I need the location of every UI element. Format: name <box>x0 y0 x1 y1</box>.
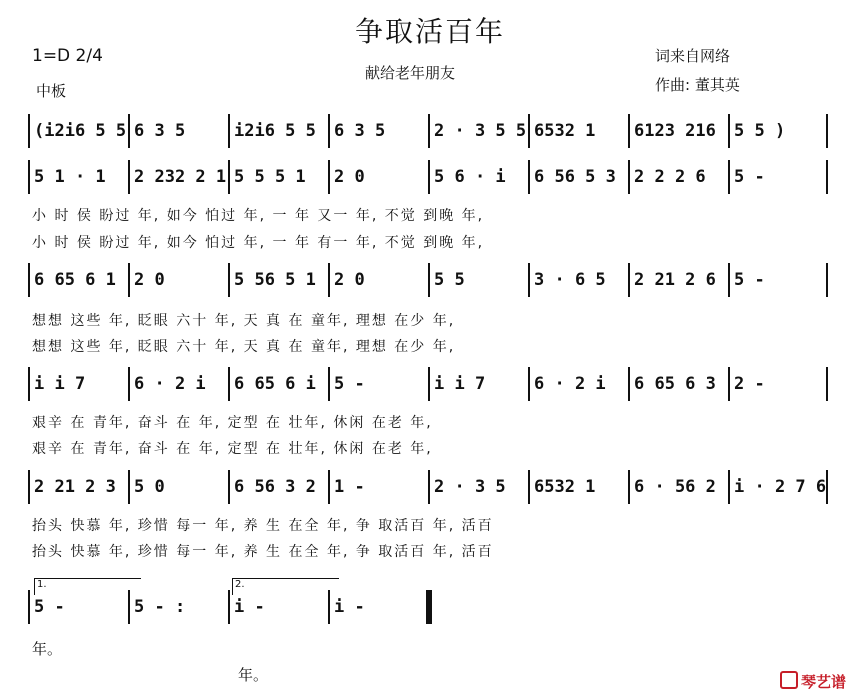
final-barline <box>428 590 432 624</box>
score-measure: (i2i6 5 5 <box>34 121 127 141</box>
score-measure: 6532 1 <box>534 121 596 141</box>
score-measure: 2 - <box>734 374 765 394</box>
key-signature: 1=D 2/4 <box>32 46 103 66</box>
score-measure: i i 7 <box>434 374 486 394</box>
score-row-5 <box>28 472 828 506</box>
brand-mark <box>780 671 846 692</box>
score-measure: 5 1 · 1 <box>34 167 106 187</box>
score-measure: 5 - <box>734 270 765 290</box>
score-measure: 6 3 5 <box>134 121 186 141</box>
ending-row <box>28 592 448 626</box>
score-measure: 6 65 6 i <box>234 374 316 394</box>
ending-measure: i - <box>334 597 365 617</box>
score-measure: 6 · 2 i <box>534 374 606 394</box>
score-barline <box>826 263 828 297</box>
lyrics-verse-2b: 想想 这些 年, 眨眼 六十 年, 天 真 在 童年, 理想 在少 年, <box>32 339 456 355</box>
score-measure: 2 · 3 5 5 <box>434 121 527 141</box>
score-measure: 5 5 5 1 <box>234 167 306 187</box>
score-measure: 2 0 <box>334 270 365 290</box>
score-measure: 5 6 · i <box>434 167 506 187</box>
score-measure: 2 21 2 3 <box>34 477 116 497</box>
score-measure: 6 65 6 3 <box>634 374 716 394</box>
volta-1-label: 1. <box>37 579 47 590</box>
score-measure: 2 21 2 6 <box>634 270 716 290</box>
score-measure: 5 0 <box>134 477 165 497</box>
score-measure: 2 2 2 6 <box>634 167 706 187</box>
score-measure: 6123 216 <box>634 121 716 141</box>
score-measure: 6 56 3 2 <box>234 477 316 497</box>
score-measure: 6 3 5 <box>334 121 386 141</box>
subtitle: 献给老年朋友 <box>365 64 456 82</box>
score-measure: i i 7 <box>34 374 86 394</box>
volta-2-label: 2. <box>235 579 245 590</box>
score-measure: 2 232 2 1 <box>134 167 227 187</box>
lyrics-verse-1a: 小 时 侯 盼过 年, 如今 怕过 年, 一 年 又一 年, 不觉 到晚 年, <box>32 208 485 224</box>
page-title: 争取活百年 <box>354 15 505 48</box>
score-measure: 2 · 3 5 <box>434 477 506 497</box>
lyrics-verse-4b: 抬头 快慕 年, 珍惜 每一 年, 养 生 在全 年, 争 取活百 年, 活百 <box>32 544 494 560</box>
score-measure: 6 · 2 i <box>134 374 206 394</box>
score-barline <box>826 114 828 148</box>
score-measure: 3 · 6 5 <box>534 270 606 290</box>
ending-measure: 5 - : <box>134 597 186 617</box>
score-barline <box>826 470 828 504</box>
score-barline <box>826 367 828 401</box>
score-measure: 5 5 ) <box>734 121 786 141</box>
lyrics-verse-3a: 艰辛 在 青年, 奋斗 在 年, 定型 在 壮年, 休闲 在老 年, <box>32 415 433 431</box>
score-measure: 5 56 5 1 <box>234 270 316 290</box>
score-measure: 5 - <box>734 167 765 187</box>
score-row-2 <box>28 162 828 196</box>
score-measure: i · 2 7 6 <box>734 477 827 497</box>
score-measure: 1 - <box>334 477 365 497</box>
ending-lyric-2: 年。 <box>238 666 269 684</box>
score-row-1 <box>28 116 828 150</box>
brand-logo-icon <box>780 671 798 689</box>
tempo-marking: 中板 <box>36 82 67 100</box>
score-measure: 2 0 <box>134 270 165 290</box>
score-measure: 6 · 56 2 <box>634 477 716 497</box>
brand-name: 琴艺谱 <box>800 673 846 691</box>
lyrics-verse-3b: 艰辛 在 青年, 奋斗 在 年, 定型 在 壮年, 休闲 在老 年, <box>32 441 433 457</box>
score-measure: 6 65 6 1 <box>34 270 116 290</box>
lyricist-credit: 词来自网络 <box>655 47 731 65</box>
score-measure: 6 56 5 3 <box>534 167 616 187</box>
lyrics-verse-2a: 想想 这些 年, 眨眼 六十 年, 天 真 在 童年, 理想 在少 年, <box>32 313 456 329</box>
ending-lyric-1: 年。 <box>32 640 63 658</box>
ending-measure: i - <box>234 597 265 617</box>
score-measure: 5 - <box>334 374 365 394</box>
score-measure: i2i6 5 5 <box>234 121 316 141</box>
composer-credit: 作曲: 董其英 <box>655 76 740 94</box>
score-measure: 2 0 <box>334 167 365 187</box>
score-barline <box>826 160 828 194</box>
score-measure: 6532 1 <box>534 477 596 497</box>
score-row-4 <box>28 369 828 403</box>
ending-measure: 5 - <box>34 597 65 617</box>
score-row-3 <box>28 265 828 299</box>
lyrics-verse-4a: 抬头 快慕 年, 珍惜 每一 年, 养 生 在全 年, 争 取活百 年, 活百 <box>32 518 494 534</box>
lyrics-verse-1b: 小 时 侯 盼过 年, 如今 怕过 年, 一 年 有一 年, 不觉 到晚 年, <box>32 235 485 251</box>
score-measure: 5 5 <box>434 270 465 290</box>
